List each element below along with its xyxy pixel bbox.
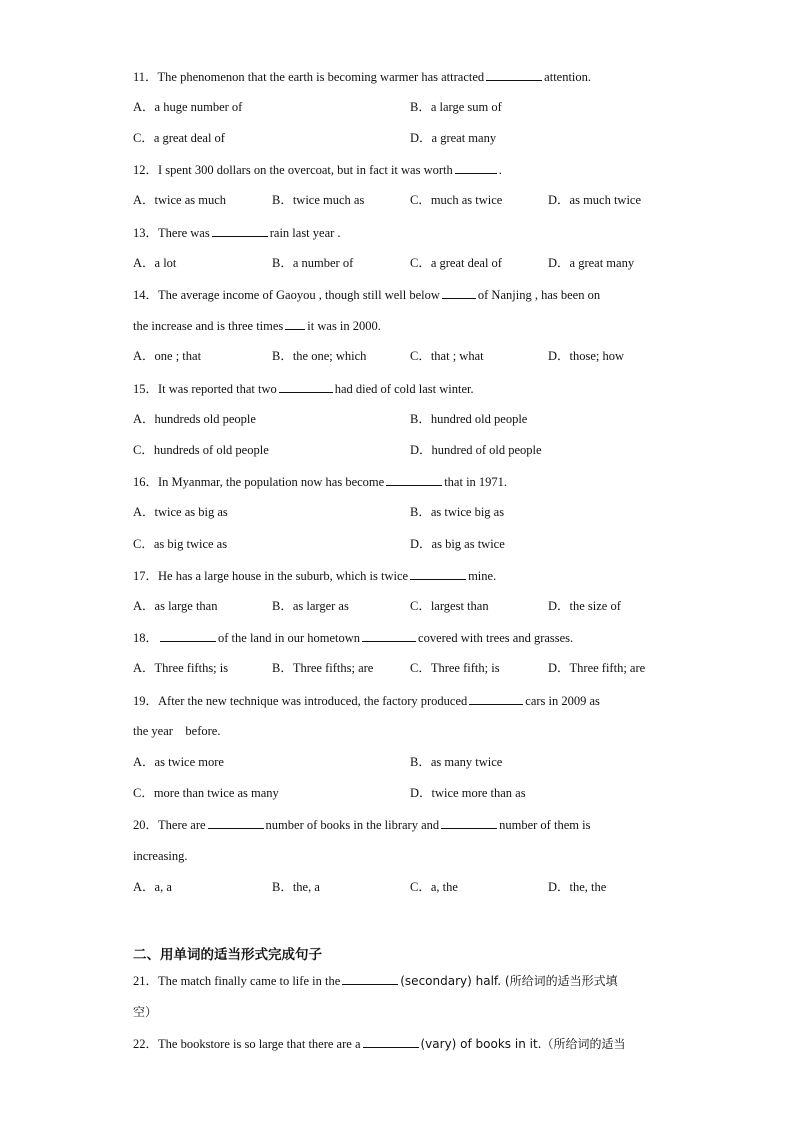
- option-12-b[interactable]: B．twice much as: [272, 193, 365, 207]
- option-15-b[interactable]: B．hundred old people: [410, 412, 528, 426]
- option-12-a[interactable]: A．twice as much: [133, 193, 227, 207]
- option-12-c[interactable]: C．much as twice: [410, 193, 503, 207]
- option-14-d[interactable]: D．those; how: [548, 349, 625, 363]
- option-13-a[interactable]: A．a lot: [133, 256, 177, 270]
- option-18-a[interactable]: A．Three fifths; is: [133, 661, 229, 675]
- option-11-a[interactable]: A．a huge number of: [133, 100, 243, 114]
- option-19-d[interactable]: D．twice more than as: [410, 786, 526, 800]
- option-17-c[interactable]: C．largest than: [410, 599, 489, 613]
- option-19-c[interactable]: C．more than twice as many: [133, 786, 279, 800]
- option-13-d[interactable]: D．a great many: [548, 256, 635, 270]
- option-15-a[interactable]: A．hundreds old people: [133, 412, 256, 426]
- option-15-c[interactable]: C．hundreds of old people: [133, 443, 269, 457]
- section-title: 二、用单词的适当形式完成句子: [133, 947, 322, 963]
- answer-blank[interactable]: [279, 380, 333, 393]
- option-16-a[interactable]: A．twice as big as: [133, 505, 228, 519]
- question-21: 21．The match finally came to life in the (secondary) half. (所给词的适当形式填: [133, 974, 618, 988]
- question-17: 17．He has a large house in the suburb, which is twice mine.: [133, 569, 497, 583]
- option-19-a[interactable]: A．as twice more: [133, 755, 224, 769]
- question-20: 20．There are number of books in the library and number of them is: [133, 818, 591, 832]
- option-12-d[interactable]: D．as much twice: [548, 193, 642, 207]
- option-18-b[interactable]: B．Three fifths; are: [272, 661, 374, 675]
- option-16-d[interactable]: D．as big as twice: [410, 537, 505, 551]
- option-19-b[interactable]: B．as many twice: [410, 755, 503, 769]
- option-11-c[interactable]: C．a great deal of: [133, 131, 225, 145]
- question-20-line2: increasing.: [133, 849, 188, 863]
- question-14: 14．The average income of Gaoyou , though still well below of Nanjing , has been on: [133, 288, 601, 302]
- question-19: 19．After the new technique was introduced, the factory produced cars in 2009 as: [133, 694, 600, 708]
- option-20-d[interactable]: D．the, the: [548, 880, 607, 894]
- question-16: 16．In Myanmar, the population now has become that in 1971.: [133, 475, 508, 489]
- answer-blank[interactable]: [469, 692, 523, 705]
- answer-blank[interactable]: [363, 1035, 419, 1048]
- option-20-c[interactable]: C．a, the: [410, 880, 458, 894]
- answer-blank[interactable]: [212, 224, 268, 237]
- option-13-b[interactable]: B．a number of: [272, 256, 354, 270]
- option-18-c[interactable]: C．Three fifth; is: [410, 661, 500, 675]
- option-13-c[interactable]: C．a great deal of: [410, 256, 502, 270]
- option-20-b[interactable]: B．the, a: [272, 880, 320, 894]
- option-11-d[interactable]: D．a great many: [410, 131, 497, 145]
- question-13: 13．There was rain last year .: [133, 226, 341, 240]
- option-17-b[interactable]: B．as larger as: [272, 599, 349, 613]
- answer-blank[interactable]: [208, 816, 264, 829]
- answer-blank[interactable]: [455, 161, 497, 174]
- question-22: 22．The bookstore is so large that there are a (vary) of books in it.（所给词的适当: [133, 1037, 626, 1051]
- option-14-a[interactable]: A．one ; that: [133, 349, 202, 363]
- answer-blank[interactable]: [285, 317, 305, 330]
- option-15-d[interactable]: D．hundred of old people: [410, 443, 542, 457]
- option-16-b[interactable]: B．as twice big as: [410, 505, 505, 519]
- option-16-c[interactable]: C．as big twice as: [133, 537, 228, 551]
- answer-blank[interactable]: [410, 567, 466, 580]
- answer-blank[interactable]: [486, 68, 542, 81]
- question-14-line2: the increase and is three times it was in 2000.: [133, 319, 381, 333]
- option-11-b[interactable]: B．a large sum of: [410, 100, 502, 114]
- question-19-line2: the year before.: [133, 724, 221, 738]
- option-18-d[interactable]: D．Three fifth; are: [548, 661, 646, 675]
- question-21-line2: 空）: [133, 1005, 158, 1019]
- question-12: 12．I spent 300 dollars on the overcoat, but in fact it was worth .: [133, 163, 502, 177]
- answer-blank[interactable]: [442, 286, 476, 299]
- option-14-c[interactable]: C．that ; what: [410, 349, 484, 363]
- answer-blank[interactable]: [160, 629, 216, 642]
- question-15: 15．It was reported that two had died of cold last winter.: [133, 382, 474, 396]
- question-18: 18． of the land in our hometown covered with trees and grasses.: [133, 631, 574, 645]
- answer-blank[interactable]: [386, 473, 442, 486]
- option-17-a[interactable]: A．as large than: [133, 599, 218, 613]
- option-14-b[interactable]: B．the one; which: [272, 349, 367, 363]
- option-17-d[interactable]: D．the size of: [548, 599, 621, 613]
- question-11: 11．The phenomenon that the earth is becoming warmer has attracted attention.: [133, 70, 592, 84]
- option-20-a[interactable]: A．a, a: [133, 880, 172, 894]
- answer-blank[interactable]: [441, 816, 497, 829]
- answer-blank[interactable]: [342, 972, 398, 985]
- answer-blank[interactable]: [362, 629, 416, 642]
